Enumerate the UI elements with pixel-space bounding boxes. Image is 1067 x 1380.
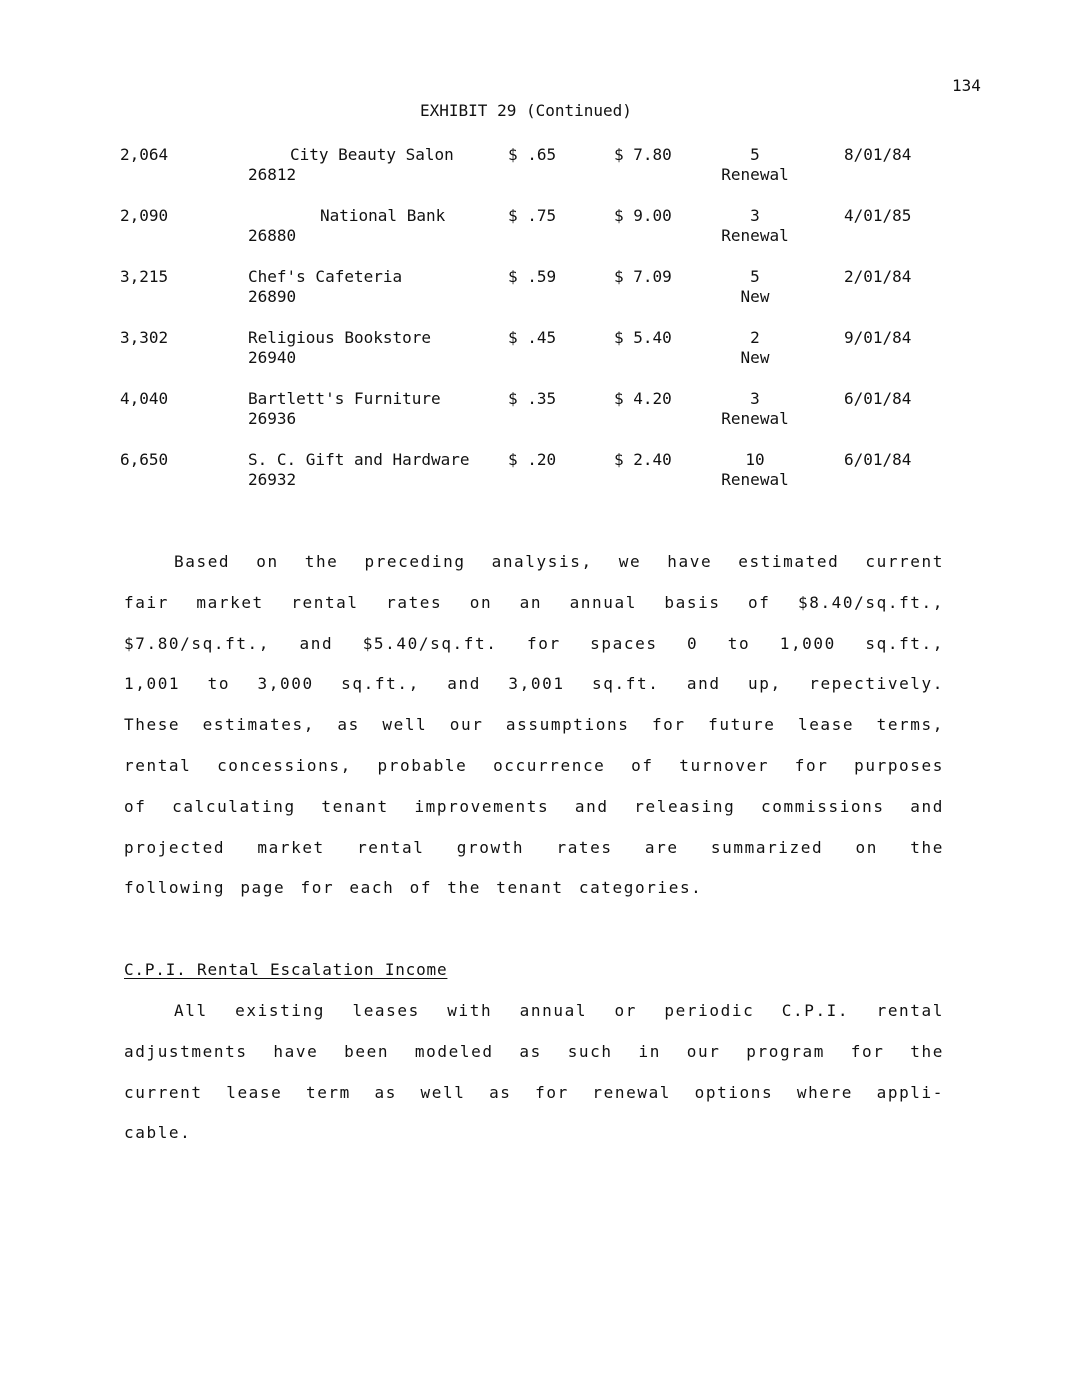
paragraph-line: projected market rental growth rates are summarized on the: [124, 837, 944, 857]
paragraph-line: Based on the preceding analysis, we have estimated current: [174, 552, 944, 571]
term-cell: [718, 328, 792, 368]
paragraph-line: cable.: [124, 1123, 192, 1143]
term-cell: [718, 206, 792, 246]
term-type: New: [740, 348, 770, 367]
unit-number: 26812: [248, 165, 297, 184]
monthly-rent-cell: $ .20: [508, 450, 557, 469]
table-row: [0, 389, 1067, 439]
tenant-name: City Beauty Salon: [290, 145, 454, 164]
paragraph-line: adjustments have been modeled as such in our program for the: [124, 1041, 944, 1061]
term-years: 10: [745, 450, 765, 469]
term-years: 5: [750, 145, 760, 164]
paragraph-line: These estimates, as well our assumptions for future lease terms,: [124, 715, 944, 735]
unit-number: 26932: [248, 470, 297, 489]
tenant-name: Chef's Cafeteria: [248, 267, 403, 286]
paragraph-line: 1,001 to 3,000 sq.ft., and 3,001 sq.ft. and up, repectively.: [124, 674, 944, 694]
square-feet-cell: 4,040: [120, 389, 169, 408]
paragraph-line: of calculating tenant improvements and releasing commissions and: [124, 796, 944, 816]
annual-rent-cell: $ 7.80: [614, 145, 672, 164]
square-feet-cell: 2,090: [120, 206, 169, 225]
date-cell: 8/01/84: [844, 145, 912, 164]
term-type: Renewal: [721, 470, 789, 489]
annual-rent-cell: $ 5.40: [614, 328, 672, 347]
term-cell: [718, 450, 792, 490]
date-cell: 4/01/85: [844, 206, 912, 225]
term-type: New: [740, 287, 770, 306]
monthly-rent-cell: $ .35: [508, 389, 557, 408]
unit-number: 26940: [248, 348, 297, 367]
date-cell: 2/01/84: [844, 267, 912, 286]
term-years: 2: [750, 328, 760, 347]
square-feet-cell: 3,302: [120, 328, 169, 347]
term-cell: [718, 145, 792, 185]
term-years: 3: [750, 389, 760, 408]
square-feet-cell: 2,064: [120, 145, 169, 164]
paragraph-line: rental concessions, probable occurrence of turnover for purposes: [124, 755, 944, 775]
paragraph-line: current lease term as well as for renewal options where appli-: [124, 1082, 944, 1102]
annual-rent-cell: $ 9.00: [614, 206, 672, 225]
cpi-paragraph: [124, 991, 944, 1154]
tenant-name: National Bank: [320, 206, 446, 225]
paragraph-line: following page for each of the tenant categories.: [124, 878, 703, 898]
unit-number: 26936: [248, 409, 297, 428]
annual-rent-cell: $ 4.20: [614, 389, 672, 408]
tenant-name: Bartlett's Furniture: [248, 389, 441, 408]
term-cell: [718, 267, 792, 307]
analysis-paragraph: [124, 542, 944, 909]
term-type: Renewal: [721, 409, 789, 428]
table-row: [0, 206, 1067, 256]
paragraph-line: fair market rental rates on an annual basis of $8.40/sq.ft.,: [124, 592, 944, 612]
annual-rent-cell: $ 7.09: [614, 267, 672, 286]
annual-rent-cell: $ 2.40: [614, 450, 672, 469]
tenant-cell: [248, 267, 402, 307]
tenant-cell: [248, 450, 470, 490]
page-number: 134: [952, 76, 981, 95]
table-row: [0, 328, 1067, 378]
paragraph-line: $7.80/sq.ft., and $5.40/sq.ft. for spaces 0 to 1,000 sq.ft.,: [124, 633, 944, 653]
unit-number: 26890: [248, 287, 297, 306]
monthly-rent-cell: $ .45: [508, 328, 557, 347]
date-cell: 6/01/84: [844, 389, 912, 408]
monthly-rent-cell: $ .75: [508, 206, 557, 225]
term-years: 5: [750, 267, 760, 286]
term-cell: [718, 389, 792, 429]
paragraph-line: All existing leases with annual or periodic C.P.I. rental: [174, 1001, 944, 1020]
square-feet-cell: 6,650: [120, 450, 169, 469]
table-row: [0, 267, 1067, 317]
tenant-cell: [248, 389, 441, 429]
monthly-rent-cell: $ .59: [508, 267, 557, 286]
term-years: 3: [750, 206, 760, 225]
section-heading: C.P.I. Rental Escalation Income: [124, 960, 448, 979]
term-type: Renewal: [721, 165, 789, 184]
tenant-name: S. C. Gift and Hardware: [248, 450, 470, 469]
term-type: Renewal: [721, 226, 789, 245]
unit-number: 26880: [248, 226, 297, 245]
date-cell: 9/01/84: [844, 328, 912, 347]
monthly-rent-cell: $ .65: [508, 145, 557, 164]
tenant-cell: [248, 145, 454, 185]
square-feet-cell: 3,215: [120, 267, 169, 286]
tenant-cell: [248, 328, 431, 368]
table-row: [0, 145, 1067, 195]
tenant-name: Religious Bookstore: [248, 328, 432, 347]
table-row: [0, 450, 1067, 500]
date-cell: 6/01/84: [844, 450, 912, 469]
exhibit-title: EXHIBIT 29 (Continued): [420, 101, 632, 120]
tenant-cell: [248, 206, 445, 246]
